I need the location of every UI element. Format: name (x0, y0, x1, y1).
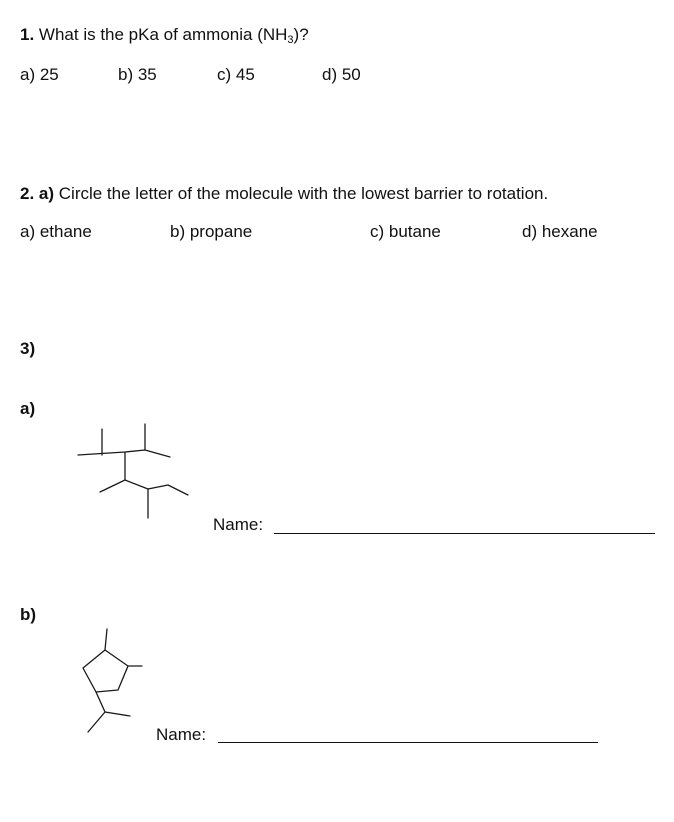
q1-option-d[interactable]: d) 50 (322, 65, 361, 84)
q1-number: 1. (20, 25, 35, 44)
q3b-name-label: Name: (156, 725, 207, 744)
q3a-name-blank[interactable] (274, 533, 655, 534)
q1-question (20, 25, 309, 46)
q1-text-suffix: )? (293, 25, 309, 44)
q3b-skeletal-structure-icon (80, 626, 150, 742)
q2-option-c[interactable]: c) butane (370, 222, 441, 241)
q3-number: 3) (20, 339, 36, 358)
q1-option-c[interactable]: c) 45 (217, 65, 255, 84)
q3a-skeletal-structure-icon (70, 415, 200, 530)
q3a-label: a) (20, 399, 36, 418)
q2-text: Circle the letter of the molecule with the lowest barrier to rotation. (58, 184, 549, 203)
q1-text-prefix: What is the pKa of ammonia (NH (38, 25, 288, 44)
q3b-label: b) (20, 605, 37, 624)
q1-option-b[interactable]: b) 35 (118, 65, 157, 84)
q1-subscript: 3 (287, 34, 294, 46)
q3a-name-label: Name: (213, 515, 264, 534)
q3b-name-blank[interactable] (218, 742, 598, 743)
q2-option-b[interactable]: b) propane (170, 222, 253, 241)
q2-option-a[interactable]: a) ethane (20, 222, 92, 241)
q2-number: 2. a) (20, 184, 55, 203)
q2-option-d[interactable]: d) hexane (522, 222, 598, 241)
q1-option-a[interactable]: a) 25 (20, 65, 59, 84)
q2-question (20, 185, 548, 202)
